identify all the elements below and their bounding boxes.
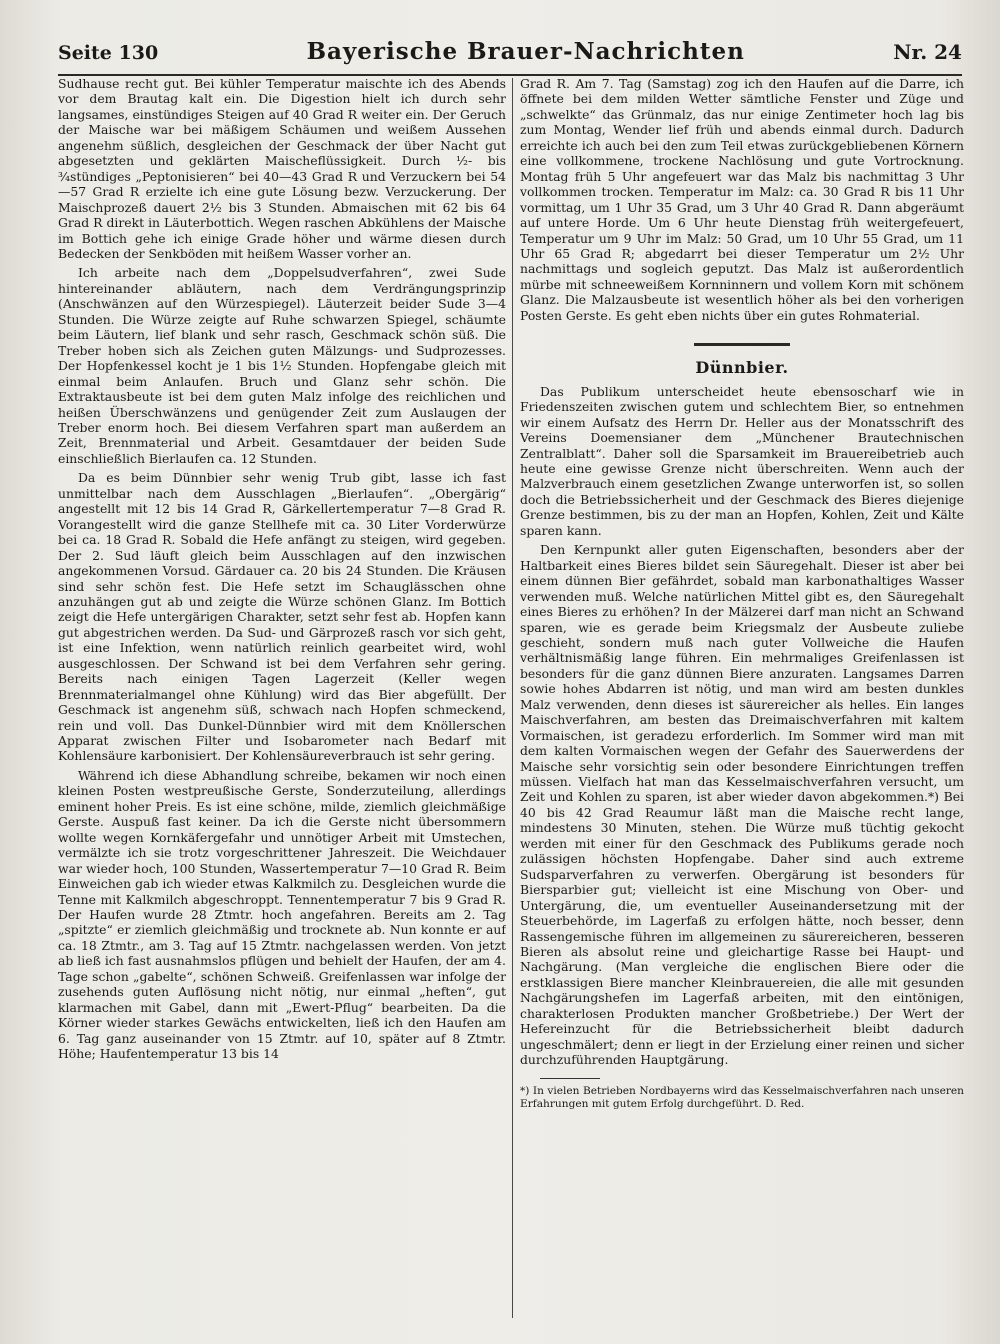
right-paragraph-1: Grad R. Am 7. Tag (Samstag) zog ich den Haufen auf die Darre, ich öffnete bei dem milden Wetter sämtliche Fenster und Züge und „schwelkte“ das Grünmalz, das nur einige Zentimeter hoch lag bis zum Montag, Wender lief früh und abends einmal durch. Dadurch erreichte ich auch bei den zum Teil etwas zurückgebliebenen Körnern eine vollkommene, trockene Nachlösung und gute Vortrocknung. Montag früh 5 Uhr angefeuert war das Malz bis nachmittag 3 Uhr vollkommen trocken. Temperatur im Malz: ca. 30 Grad R bis 11 Uhr vormittag, um 1 Uhr 35 Grad, um 3 Uhr 40 Grad R. Dann abgeräumt auf untere Horde. Um 6 Uhr heute Dienstag früh weitergefeuert, Temperatur um 9 Uhr im Malz: 50 Grad, um 10 Uhr 55 Grad, um 11 Uhr 65 Grad R; abgedarrt bei dieser Temperatur um 2½ Uhr nachmittags und sogleich geputzt. Das Malz ist außerordentlich mürbe mit schneeweißem Kornninnern und vollem Korn mit schönem Glanz. Die Malzausbeute ist wesentlich höher als bei den vorherigen Posten Gerste. Es geht eben nichts über ein gutes Rohmaterial. bbox=[520, 76, 964, 323]
left-paragraph-2: Ich arbeite nach dem „Doppelsudverfahren“, zwei Sude hintereinander abläutern, nach dem Verdrängungsprinzip (Anschwänzen auf den Würzespiegel). Läuterzeit beider Sude 3—4 Stunden. Die Würze zeigte auf Ruhe schwarzen Spiegel, schäumte beim Läutern, lief blank und sehr rasch, Geschmack schön süß. Die Treber hoben sich als Zeichen guten Mälzungs- und Sudprozesses. Der Hopfenkessel kocht je 1 bis 1½ Stunden. Hopfengabe gleich mit einmal beim Anlaufen. Bruch und Glanz sehr schön. Die Extraktausbeute ist bei dem guten Malz infolge des reichlichen und heißen Überschwänzens und genügender Zeit zum Auslaugen der Treber enorm hoch. Bei diesem Verfahren spart man außerdem an Zeit, Brennmaterial und Arbeit. Gesamtdauer der beiden Sude einschließlich Bierlaufen ca. 12 Stunden. bbox=[58, 265, 506, 466]
article-title: Dünnbier. bbox=[695, 358, 789, 378]
left-paragraph-3: Da es beim Dünnbier sehr wenig Trub gibt, lasse ich fast unmittelbar nach dem Ausschlagen „Bierlaufen“. „Obergärig“ angestellt mit 12 bis 14 Grad R, Gärkellertemperatur 7—8 Grad R. Vorangestellt wird die ganze Stellhefe mit ca. 30 Liter Vorderwürze bei ca. 18 Grad R. Sobald die Hefe anfängt zu steigen, wird gegeben. Der 2. Sud läuft gleich beim Ausschlagen auf den inzwischen angekommenen Vorsud. Gärdauer ca. 20 bis 24 Stunden. Die Kräusen sind sehr schön fest. Die Hefe setzt im Schauglässchen ohne anzuhängen gut ab und zeigte die Würze schönen Glanz. Im Bottich zeigt die Hefe untergärigen Charakter, setzt sehr fest ab. Hopfen kann gut abgestrichen werden. Da Sud- und Gärprozeß rasch vor sich geht, ist eine Infektion, wenn natürlich reinlich gearbeitet wird, wohl ausgeschlossen. Der Schwand ist bei dem Verfahren sehr gering. Bereits nach einigen Tagen Lagerzeit (Keller wegen Brennmaterialmangel ohne Kühlung) wird das Bier abgefüllt. Der Geschmack ist angenehm süß, schwach nach Hopfen schmeckend, rein und voll. Das Dunkel-Dünnbier wird mit dem Knöllerschen Apparat zwischen Filter und Isobarometer nach Bedarf mit Kohlensäure karbonisiert. Der Kohlensäureverbrauch ist sehr gering. bbox=[58, 470, 506, 764]
issue-number: Nr. 24 bbox=[893, 40, 962, 64]
right-column bbox=[520, 76, 964, 1316]
footnote-divider bbox=[540, 1078, 600, 1079]
article-paragraph-1: Das Publikum unterscheidet heute ebensoscharf wie in Friedenszeiten zwischen gutem und schlechtem Bier, so entnehmen wir einem Aufsatz des Herrn Dr. Heller aus der Monatsschrift des Vereins Doemensianer dem „Münchener Brautechnischen Zentralblatt“. Daher soll die Sparsamkeit im Brauereibetrieb auch heute eine gewisse Grenze nicht überschreiten. Wenn auch der Malzverbrauch einem gesetzlichen Zwange unterworfen ist, so sollen doch die Betriebssicherheit und der Geschmack des Bieres diejenige Grenze bestimmen, bis zu der man an Hopfen, Kohlen, Zeit und Kälte sparen kann. bbox=[520, 383, 964, 538]
column-divider bbox=[512, 78, 513, 1318]
section-divider bbox=[694, 343, 790, 346]
page-header bbox=[58, 38, 962, 76]
footnote: *) In vielen Betrieben Nordbayerns wird das Kesselmaischverfahren nach unseren Erfahrungen mit gutem Erfolg durchgeführt. D. Red. bbox=[520, 1084, 964, 1110]
left-paragraph-1: Sudhause recht gut. Bei kühler Temperatur maischte ich des Abends vor dem Brautag kalt ein. Die Digestion hielt ich durch sehr langsames, einstündiges Steigen auf 40 Grad R weiter ein. Der Geruch der Maische war bei mäßigem Schäumen und weißem Aussehen angenehm süßlich, desgleichen der Geschmack der über Nacht gut abgesetzten und geklärten Maischeflüssigkeit. Durch ½- bis ¾stündiges „Peptonisieren“ bei 40—43 Grad R und Verzuckern bei 54—57 Grad R erzielte ich eine gute Lösung bezw. Verzuckerung. Der Maischprozeß dauert 2½ bis 3 Stunden. Abmaischen mit 62 bis 64 Grad R direkt in Läuterbottich. Wegen raschen Abkühlens der Maische im Bottich gehe ich einige Grade höher und wärme diesen durch Bedecken der Senkböden mit heißem Wasser vorher an. bbox=[58, 76, 506, 261]
left-paragraph-4: Während ich diese Abhandlung schreibe, bekamen wir noch einen kleinen Posten westpreußische Gerste, Sonderzuteilung, allerdings eminent hoher Preis. Es ist eine schöne, milde, ziemlich gleichmäßige Gerste. Auspuß fast keiner. Da ich die Gerste nicht übersommern wollte wegen Kornkäfergefahr und unnötiger Arbeit mit Umstechen, vermälzte ich sie trotz vorgeschrittener Jahreszeit. Die Weichdauer war wieder hoch, 100 Stunden, Wassertemperatur 7—10 Grad R. Beim Einweichen gab ich wieder etwas Kalkmilch zu. Desgleichen wurde die Tenne mit Kalkmilch abgeschroppt. Tennentemperatur 7 bis 9 Grad R. Der Haufen wurde 28 Ztmtr. hoch angefahren. Bereits am 2. Tag „spitzte“ er ziemlich gleichmäßig und trocknete ab. Nun konnte er auf ca. 18 Ztmtr., am 3. Tag auf 15 Ztmtr. nachgelassen werden. Von jetzt ab ließ ich fast ausnahmslos pflügen und behielt der Haufen, der am 4. Tage schon „gabelte“, schönen Schweiß. Greifenlassen war infolge der zusehends guten Auflösung nicht nötig, nur einmal „heften“, gut klarmachen mit Gabel, dann mit „Ewert-Pflug“ bearbeiten. Da die Körner wieder starkes Gewächs entwickelten, ließ ich den Haufen am 6. Tag ganz auseinander von 15 Ztmtr. auf 10, später auf 8 Ztmtr. Höhe; Haufentemperatur 13 bis 14 bbox=[58, 767, 506, 1062]
journal-title: Bayerische Brauer-Nachrichten bbox=[306, 38, 745, 65]
left-column bbox=[58, 76, 506, 1316]
page-number: Seite 130 bbox=[58, 42, 159, 64]
article-paragraph-2: Den Kernpunkt aller guten Eigenschaften, besonders aber der Haltbarkeit eines Bieres bildet sein Säuregehalt. Dieser ist aber bei einem dünnen Bier gefährdet, sobald man karbonathaltiges Wasser verwenden muß. Welche natürlichen Mittel gibt es, den Säuregehalt eines Bieres zu erhöhen? In der Mälzerei darf man nicht an Schwand sparen, wie es gerade beim Kriegsmalz der Ausbeute zuliebe geschieht, sondern muß nach guter Vollweiche die Haufen verhältnismäßig lange führen. Ein mehrmaliges Greifenlassen ist besonders für die ganz dünnen Biere anzuraten. Langsames Darren sowie hohes Abdarren ist nötig, und man wird am besten dunkles Malz verwenden, denn dieses ist säurereicher als helles. Ein langes Maischverfahren, am besten das Dreimaischverfahren mit kaltem Vormaischen, ist geradezu erforderlich. Im Sommer wird man mit dem kalten Vormaischen wegen der Gefahr des Sauerwerdens der Maische sehr vorsichtig sein oder besondere Einrichtungen treffen müssen. Vielfach hat man das Kesselmaischverfahren versucht, um Zeit und Kohlen zu sparen, ist aber wieder davon abgekommen.*) Bei 40 bis 42 Grad Reaumur läßt man die Maische recht lange, mindestens 30 Minuten, stehen. Die Würze muß tüchtig gekocht werden mit einer für den Geschmack des Publikums gerade noch zulässigen höchsten Hopfengabe. Daher sind auch extreme Sudsparverfahren zu verwerfen. Obergärung ist besonders für Biersparbier gut; vielleicht ist eine Mischung von Ober- und Untergärung, die, um eventueller Auseinandersetzung mit der Steuerbehörde, im Lagerfaß zu erfolgen hätte, noch besser, denn Rassengemische führen im allgemeinen zu säurereicheren, besseren Bieren als absolut reine und gleichartige Rasse bei Haupt- und Nachgärung. (Man vergleiche die englischen Biere oder die erstklassigen Biere mancher Kleinbrauereien, die alle mit gesunden Nachgärungshefen im Lagerfaß arbeiten, mit den eintönigen, charakterlosen Produkten mancher Großbetriebe.) Der Wert der Hefereinzucht für die Betriebssicherheit bleibt dadurch ungeschmälert; denn er liegt in der Erzielung einer reinen und sicher durchzuführenden Hauptgärung. bbox=[520, 542, 964, 1068]
